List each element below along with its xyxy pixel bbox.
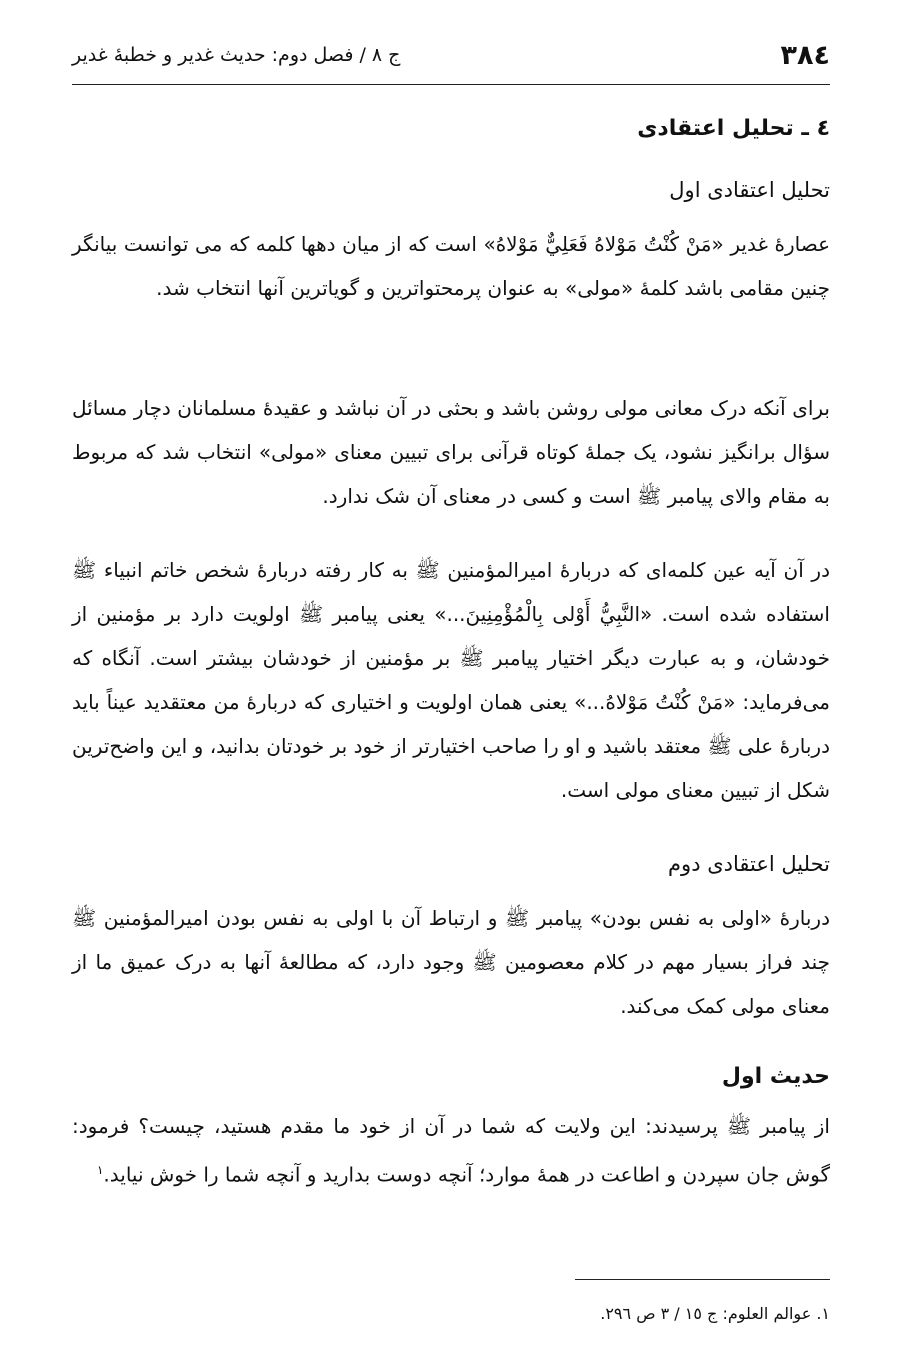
footnote-marker: ١ <box>96 1163 104 1177</box>
first-analysis-paragraph-2: برای آنکه درک معانی مولی روشن باشد و بحثی در آن نباشد و عقیدهٔ مسلمانان دچار مسائل سؤال برانگیز نشود، یک جملهٔ کوتاه قرآنی برای تبیین معنای «مولی» انتخاب شد که مربوط به مقام والای پیامبر ﷺ است و کسی در معنای آن شک ندارد. <box>72 396 830 508</box>
second-analysis-paragraph: دربارهٔ «اولی به نفس بودن» پیامبر ﷺ و ارتباط آن با اولی به نفس بودن امیرالمؤمنین ﷺ چند فراز بسیار مهم در کلام معصومین ﷺ وجود دارد، که مطالعهٔ آنها به درک عمیق ما از معنای مولی کمک می‌کند. <box>72 906 830 1018</box>
hadith-text: از پیامبر ﷺ پرسیدند: این ولایت که شما در آن از خود ما مقدم هستید، چیست؟ فرمود: گوش جان سپردن و اطاعت در همهٔ موارد؛ آنچه دوست بدارید و آنچه شما را خوش نیاید. <box>72 1114 830 1187</box>
first-analysis-subheading: تحلیل اعتقادی اول <box>669 178 830 202</box>
first-analysis-paragraph-1: عصارهٔ غدیر «مَنْ كُنْتُ مَوْلاهُ فَعَلِيٌّ مَوْلاهُ» است که از میان دهها کلمه که می توانست بیانگر چنین مقامی باشد کلمهٔ «مولی» به عنوان پرمحتواترین و گویاترین آنها انتخاب شد. <box>72 232 830 300</box>
section-heading: ٤ ـ تحلیل اعتقادی <box>637 116 830 141</box>
running-title: ج ٨ / فصل دوم: حدیث غدیر و خطبهٔ غدیر <box>72 44 401 66</box>
second-analysis-subheading: تحلیل اعتقادی دوم <box>668 852 830 876</box>
hadith-paragraph <box>72 1104 830 1197</box>
hadith-heading: حدیث اول <box>721 1064 830 1089</box>
page-header <box>72 38 830 85</box>
footnote-divider <box>575 1279 830 1280</box>
page-number: ٣٨٤ <box>780 40 830 71</box>
footnote: ١. عوالم العلوم: ج ١٥ / ٣ ص ٢٩٦. <box>600 1304 830 1323</box>
first-analysis-paragraph-3: در آن آیه عین کلمه‌ای که دربارهٔ امیرالمؤمنین ﷺ به کار رفته دربارهٔ شخص خاتم انبیاء ﷺ استفاده شده است. «النَّبِيُّ أَوْلى بِالْمُؤْمِنِينَ...» یعنی پیامبر ﷺ اولویت دارد بر مؤمنین از خودشان، و به عبارت دیگر اختیار پیامبر ﷺ بر مؤمنین از خودشان بیشتر است. آنگاه که می‌فرماید: «مَنْ كُنْتُ مَوْلاهُ...» یعنی همان اولویت و اختیاری که دربارهٔ من معتقدید عیناً باید دربارهٔ علی ﷺ معتقد باشید و او را صاحب اختیارتر از خود بر خودتان بدانید، و این واضح‌ترین شکل از تبیین معنای مولی است. <box>72 558 830 802</box>
